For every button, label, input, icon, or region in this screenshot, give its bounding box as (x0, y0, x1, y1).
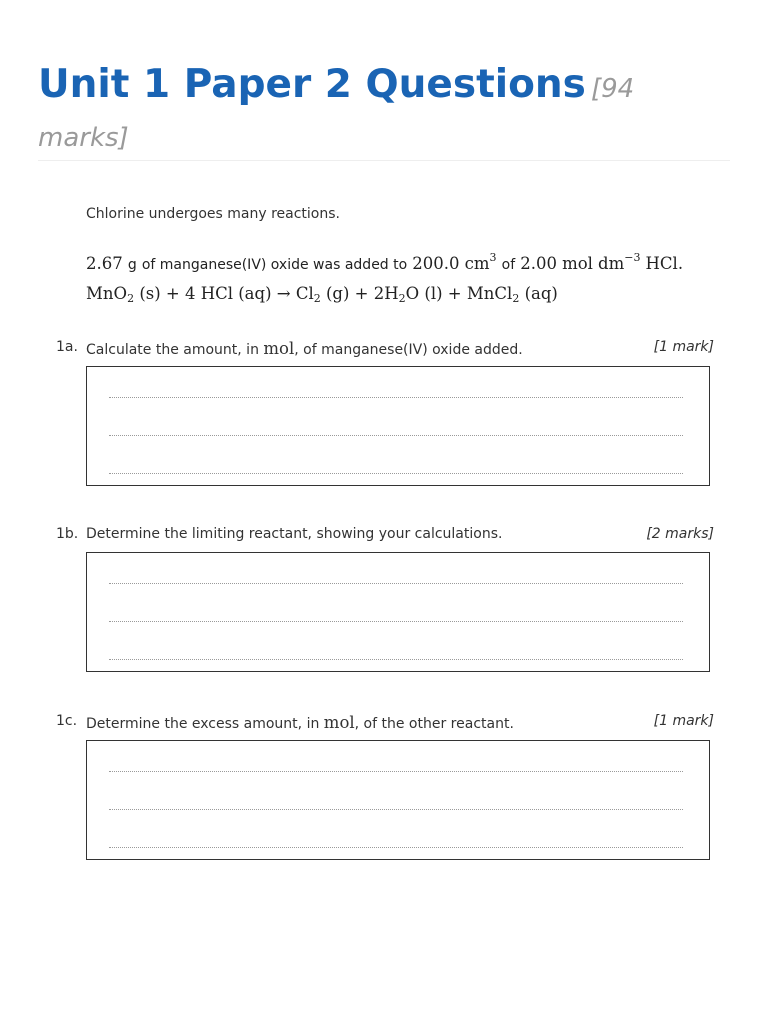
answer-line (109, 583, 683, 584)
volume-value: 200.0 (412, 254, 460, 273)
eq-mno: MnO (86, 284, 128, 303)
given-text-1: of manganese(IV) oxide was added to (141, 257, 408, 273)
answer-line (109, 621, 683, 622)
eq-sub-1: 2 (127, 292, 135, 305)
question-number-1c: 1c. (56, 713, 78, 729)
answer-line (109, 809, 683, 810)
q1c-text-before: Determine the excess amount, in (86, 716, 320, 732)
question-text-1a (86, 339, 523, 358)
question-marks-1b: [2 marks] (646, 526, 714, 542)
question-text-1c (86, 713, 514, 732)
answer-line (109, 397, 683, 398)
question-marks-1a: [1 mark] (653, 339, 714, 355)
eq-part-2: (s) + 4 HCl (aq) → Cl (139, 284, 314, 303)
answer-line (109, 473, 683, 474)
answer-line (109, 847, 683, 848)
unit-cm: cm (464, 254, 490, 273)
exponent-3: 3 (489, 251, 497, 264)
exponent-neg3: −3 (624, 251, 641, 264)
title-text: Unit 1 Paper 2 Questions (38, 62, 586, 107)
acid-formula: HCl. (645, 254, 684, 273)
eq-part-5: (aq) (524, 284, 558, 303)
answer-box-1b[interactable] (86, 552, 710, 672)
header-divider (38, 160, 730, 161)
mass-value: 2.67 (86, 254, 123, 273)
given-data-line (86, 251, 684, 273)
question-number-1b: 1b. (56, 526, 79, 542)
eq-sub-3: 2 (398, 292, 406, 305)
unit-mol: mol (562, 254, 593, 273)
answer-box-1c[interactable] (86, 740, 710, 860)
answer-line (109, 771, 683, 772)
q1c-unit: mol (323, 713, 355, 732)
total-marks: [94 marks] (38, 74, 635, 153)
question-marks-1c: [1 mark] (653, 713, 714, 729)
q1a-text-before: Calculate the amount, in (86, 342, 259, 358)
concentration-value: 2.00 (520, 254, 557, 273)
answer-box-1a[interactable] (86, 366, 710, 486)
eq-part-4: O (l) + MnCl (405, 284, 513, 303)
given-text-2: of (501, 257, 516, 273)
answer-line (109, 659, 683, 660)
unit-g: g (127, 257, 137, 273)
unit-dm: dm (598, 254, 625, 273)
q1a-unit: mol (263, 339, 295, 358)
question-text-1b: Determine the limiting reactant, showing your calculations. (86, 526, 503, 542)
q1c-text-after: , of the other reactant. (354, 716, 514, 732)
question-number-1a: 1a. (56, 339, 78, 355)
answer-line (109, 435, 683, 436)
page-title (38, 62, 728, 164)
question-intro: Chlorine undergoes many reactions. (86, 206, 340, 222)
q1a-text-after: , of manganese(IV) oxide added. (294, 342, 523, 358)
eq-sub-4: 2 (512, 292, 520, 305)
chemical-equation (86, 284, 558, 303)
eq-part-3: (g) + 2H (326, 284, 399, 303)
eq-sub-2: 2 (313, 292, 321, 305)
